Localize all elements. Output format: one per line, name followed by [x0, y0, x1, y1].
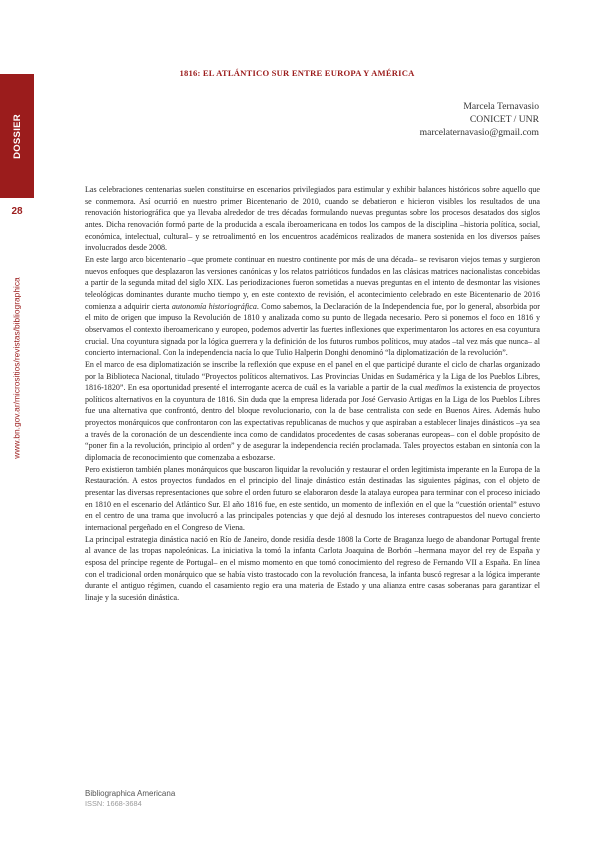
- author-name: Marcela Ternavasio: [463, 101, 539, 112]
- author-block: [420, 101, 539, 139]
- journal-url: www.bn.gov.ar/micrositios/revistas/bibliographica: [12, 277, 22, 459]
- dossier-section-tab: [0, 74, 34, 198]
- paragraph-text: . Como sabemos, la Declaración de la Independencia fue, por lo general, absorbida por el mito de origen que impuso la Revolución de 1810 y analizada como su punto de llegada necesario. Pero si ponemos el foco en 1816 y observamos el contexto iberoamericano y europeo, podemos advertir las fuertes inflexiones que experimentaron los actores en esa coyuntura crucial. Una coyuntura signada por la lógica guerrera y la definición de los futuros rumbos políticos, muy atados –tal vez más que nunca– al concierto internacional. Con la independencia nacía lo que Tulio Halperin Donghi denominó “la diplomatización de la revolución”.: [85, 301, 540, 358]
- paragraph-5: [85, 534, 540, 604]
- paragraph-1: [85, 184, 540, 254]
- footer-issn: ISSN: 1668-3684: [85, 799, 142, 808]
- paragraph-text: la existencia de proyectos políticos alternativos en la coyuntura de 1816. Sin duda que la empresa liderada por José Gervasio Artigas en la Liga de los Pueblos Libres fue una alternativa que confrontó, dentro del bloque revolucionario, con la de base centralista con sede en Buenos Aires. Además hubo proyectos monárquicos que confrontaron con las expectativas republicanas de muchos y que aspiraban a establecer linajes dinásticos –ya sea a través de la coronación de un descendiente inca como de candidatos procedentes de casas soberanas europeas– con el doble propósito de “poner fin a la revolución, principio al orden” y de asegurar la independencia recién proclamada. Tales proyectos estaban en sintonía con la diplomacia de reconocimiento que comenzaba a esbozarse.: [85, 383, 540, 463]
- paragraph-text: Las celebraciones centenarias suelen constituirse en escenarios privilegiados para estimular y exhibir balances históricos sobre aquello que se conmemora. Así ocurrió en nuestro primer Bicentenario de 2010, cuando se debatieron e hicieron visibles los resultados de una renovación historiográfica que ya llevaba alrededor de tres décadas formulando nuevas preguntas sobre los procesos desatados dos siglos antes. Dicha renovación formó parte de la producida a escala iberoamericana en todos los campos de la disciplina –historia política, social, económica, intelectual, cultural– y se retroalimentó en los encuentros académicos realizados de manera sostenida en los diversos países involucrados desde 2008.: [85, 185, 540, 253]
- paragraph-text: La principal estrategia dinástica nació en Río de Janeiro, donde residía desde 1808 la Corte de Braganza luego de abandonar Portugal frente al avance de las tropas napoleónicas. La iniciativa la tomó la infanta Carlota Joaquina de Borbón –hermana mayor del rey de España y esposa del príncipe regente de Portugal– en el mismo momento en que tomó conocimiento del regreso de Fernando VII a España. En línea con el tradicional orden monárquico que se había visto trastocado con la revolución francesa, la infanta buscó regresar a la lógica imperante durante el antiguo régimen, cuando el casamiento regio era una materia de Estado y una alianza entre casas soberanas para garantizar el linaje y la sucesión dinástica.: [85, 534, 540, 602]
- page-number: 28: [11, 206, 23, 217]
- paragraph-text: En este largo arco bicentenario –que promete continuar en nuestro continente por más de una década– se revisaron viejos temas y surgieron nuevos enfoques que desplazaron las versiones canónicas y los relatos patrióticos fundados en las clásicas matrices nacionalistas concebidas a partir de la segunda mitad del siglo XIX. Las periodizaciones fueron sometidas a nuevas preguntas en el intento de desmontar las visiones teleológicas dominantes durante mucho tiempo y, en este contexto de revisión, el acontecimiento celebrado en este Bicentenario de 2016 comienza a adquirir cierta: [85, 254, 540, 311]
- section-label-wrapper: [0, 74, 34, 198]
- footer-journal-name: Bibliographica Americana: [85, 789, 176, 798]
- paragraph-2: [85, 254, 540, 359]
- italic-phrase: autonomía historiográfica: [171, 301, 257, 311]
- author-affiliation: CONICET / UNR: [469, 113, 539, 125]
- article-body: [85, 184, 540, 604]
- side-url-wrapper: [0, 246, 34, 490]
- paragraph-4: [85, 464, 540, 534]
- author-email: marcelaternavasio@gmail.com: [419, 126, 539, 138]
- italic-word: medimos: [425, 383, 454, 393]
- page-footer: [85, 789, 175, 809]
- article-title: 1816: EL ATLÁNTICO SUR ENTRE EUROPA Y AMÉRICA: [179, 68, 415, 78]
- paragraph-text: Pero existieron también planes monárquicos que buscaron liquidar la revolución y restaurar el orden legitimista imperante en la Europa de la Restauración. A estos proyectos fundados en el principio del linaje dinástico están destinadas las siguientes páginas, con el objeto de presentar las diversas representaciones que sobre el orden futuro se elaboraron desde la atalaya europea para terminar con el proceso iniciado en 1810 en el escenario del Atlántico Sur. El año 1816 fue, en este sentido, un momento de inflexión en el que la “cuestión oriental” estuvo en el centro de una trama que involucró a las principales potencias y que dejó al desnudo los intereses contrapuestos del nuevo concierto internacional pergeñado en el Congreso de Viena.: [85, 464, 540, 533]
- paragraph-3: [85, 359, 540, 464]
- section-label: DOSSIER: [11, 113, 23, 159]
- paragraph-text: En el marco de esa diplomatización se inscribe la reflexión que expuse en el panel en el que participé durante el ciclo de charlas organizado por la Biblioteca Nacional, titulado “Proyectos políticos alternativos. Las Provincias Unidas en Sudamérica y la Liga de los Pueblos Libres, 1816-1820”. En esa oportunidad presenté el interrogante acerca de cuál es la variable a partir de la cual: [85, 359, 540, 393]
